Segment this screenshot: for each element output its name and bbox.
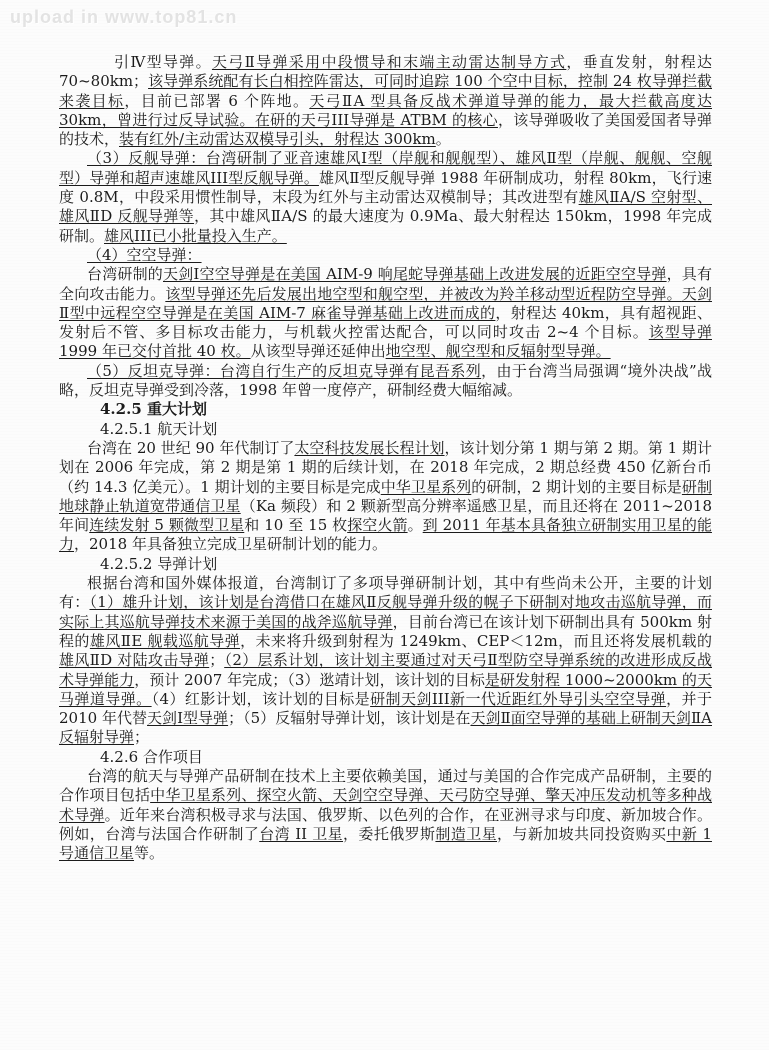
section-heading (59, 400, 712, 419)
paragraph (59, 53, 712, 149)
text-segment: 雄风ⅡE 舰载巡航导弹 (89, 631, 241, 650)
text-segment: ，2018 年具备独立完成卫星研制计划的能力。 (74, 535, 387, 554)
text-segment: ，目前已部署 6 个阵地。 (124, 91, 310, 110)
text-segment: 天弓ⅡA 型具备反战术弹道导弹的能力，最大拦截高度达 30km，曾进行过反导试验。 (59, 91, 712, 129)
text-segment: 台湾研制的 (87, 265, 163, 284)
text-segment: 雄风ⅡA/S 空射型、雄风ⅡD 反舰导弹等 (59, 188, 712, 226)
text-segment: 雄风Ⅱ型反舰导弹 1988 年研制成功，射程 80km，飞行速度 0.8M，中段采用惯性制导，末段为红外与主动雷达双模制导；其改进型有 (59, 168, 712, 207)
text-segment: 。近年来台湾积极寻求与法国、俄罗斯、以色列的合作，在亚洲寻求与印度、新加坡合作。例如，台湾与法国合作研制了 (59, 805, 712, 843)
text-segment: 和 10 至 15 枚 (244, 516, 348, 535)
text-segment: ，其中雄风ⅡA/S 的最大速度为 0.9Ma、最大射程达 150km，1998 年完成研制。 (59, 207, 712, 245)
text-segment: 连续发射 5 颗微型卫星 (89, 516, 245, 535)
text-segment: 4.2.5 重大计划 (100, 400, 207, 419)
text-segment: ，委托俄罗斯 (343, 824, 436, 843)
text-segment: 台湾的航天与导弹产品研制在技术上主要依赖美国，通过与美国的合作完成产品研制，主要的合作项目包括 (59, 766, 712, 805)
paragraph (59, 439, 712, 555)
text-segment: 等。 (134, 844, 165, 863)
text-segment: 该型导弹 1999 年已交付首批 40 枚。 (59, 323, 712, 361)
text-segment: 研制天剑III新一代近距红外导引头空空导弹 (370, 689, 667, 708)
paragraph (59, 149, 712, 245)
text-segment: 中新 1 号通信卫星 (59, 824, 712, 863)
text-segment: 是研发射程 1000~2000km 的天马弹道导弹。 (59, 670, 712, 708)
text-segment: 天剑Ⅰ型导弹 (147, 709, 229, 728)
text-segment: （4）空空导弹： (87, 245, 202, 264)
text-segment: ，由于台湾当局强调“境外决战”战略，反坦克导弹受到冷落，1998 年曾一度停产，研制经费大幅缩减。 (59, 361, 713, 400)
watermark-text: upload in www.top81.cn (10, 7, 238, 27)
text-segment: 4.2.6 合作项目 (100, 747, 203, 766)
paragraph (59, 362, 712, 401)
text-segment: ，并于 2010 年代替 (59, 689, 712, 728)
text-segment: ； (134, 728, 150, 747)
text-segment: 天剑Ⅱ面空导弹的基础上研制天剑ⅡA 反辐射导弹 (59, 709, 712, 747)
paragraph (59, 246, 712, 265)
text-segment: ，与新加坡共同投资购买 (497, 824, 667, 843)
text-segment: （Ka 频段）和 2 颗新型高分辨率遥感卫星，而且还将在 2011~2018 年间 (59, 496, 712, 535)
text-segment: 4.2.5.1 航天计划 (100, 419, 218, 438)
document-body (59, 53, 712, 863)
text-segment: 台湾在 20 世纪 90 年代制订了 (87, 438, 295, 457)
text-segment: 中华卫星系列 (380, 477, 472, 496)
text-segment: 天剑Ⅰ空空导弹是在美国 AIM-9 响尾蛇导弹基础上改进发展的近距空空导弹 (163, 265, 667, 284)
text-segment: 天剑Ⅱ型中远程空空导弹是在美国 AIM-7 麻雀导弹基础上改进而成的 (59, 284, 712, 322)
text-segment: ； (209, 651, 225, 670)
text-segment: 的研制，2 期计划的主要目标是 (471, 477, 682, 496)
text-segment: ，预计 2007 年完成；（3）逖靖计划，该计划的目标 (134, 670, 485, 689)
text-segment: 根据台湾和国外媒体报道，台湾制订了多项导弹研制计划，其中有些尚未公开，主要的计划有： (59, 574, 712, 612)
text-segment: 。 (435, 130, 451, 149)
text-segment: 装有红外/主动雷达双模导引头，射程达 300km (119, 130, 436, 149)
text-segment: 该型导弹还先后发展出地空型和舰空型，并被改为羚羊移动型近程防空导弹。 (165, 284, 682, 303)
text-segment: 探空火箭 (347, 516, 408, 535)
text-segment: 台湾 II 卫星 (259, 824, 344, 843)
text-segment: 。 (407, 516, 423, 535)
text-segment: 在研的天弓III导弹是 ATBM 的核心 (254, 110, 498, 129)
text-segment: ，垂直发射，射程达 70~80km； (59, 53, 712, 91)
text-segment: 雄风ⅡD 对陆攻击导弹 (59, 651, 210, 670)
text-segment: ，目前台湾已在该计划下研制出具有 500km 射程的 (59, 612, 712, 650)
text-segment: ，具有全向攻击能力。 (59, 265, 712, 303)
text-segment: 中华卫星系列、探空火箭、天剑空空导弹、天弓防空导弹、擎天冲压发动机等多种战术导弹 (59, 786, 712, 824)
text-segment: 4.2.5.2 导弹计划 (100, 554, 218, 573)
text-segment: ；（5）反辐射导弹计划，该计划是在 (228, 709, 471, 728)
paragraph (59, 767, 712, 863)
text-segment: （5）反坦克导弹：台湾自行生产的反坦克导弹有昆吾系列 (87, 361, 482, 380)
subsection-heading (59, 555, 712, 574)
text-segment: 研制地球静止轨道宽带通信卫星 (59, 477, 712, 515)
text-segment: （1）雄升计划，该计划是台湾借口在雄风Ⅱ反舰导弹升级的幌子下研制对地攻击巡航导弹，而实际上其巡航导弹技术来源于美国的战斧巡航导弹 (59, 593, 712, 631)
text-segment: 从该型导弹还延伸出 (250, 342, 386, 361)
subsection-heading (59, 420, 712, 439)
text-segment: 天弓Ⅱ导弹采用中段惯导和末端主动雷达制导方式 (211, 53, 567, 71)
text-segment: 该导弹系统配有长白相控阵雷达，可同时追踪 100 个空中目标，控制 24 枚导弹拦截来袭目标 (59, 72, 712, 110)
subsection-heading (59, 748, 712, 767)
text-segment: ，未来将升级到射程为 1249km、CEP＜12m，而且还将发展机载的 (240, 631, 712, 650)
text-segment: 到 2011 年基本具备独立研制实用卫星的能力 (59, 516, 712, 554)
text-segment: ，射程达 40km，具有超视距、发射后不管、多目标攻击能力，与机载火控雷达配合，可以同时攻击 2~4 个目标。 (59, 303, 712, 342)
text-segment: （4）红影计划，该计划的目标是 (151, 689, 371, 708)
text-segment: 制造卫星 (435, 824, 498, 843)
text-segment: 引Ⅳ型导弹。 (114, 53, 212, 71)
text-segment: ，该计划分第 1 期与第 2 期。第 1 期计划在 2006 年完成，第 2 期是第 1 期的后续计划，在 2018 年完成，2 期总经费 450 亿新台币（约 14.3 亿美元）。1 期计划的主要目标是完成 (59, 438, 712, 496)
paragraph (59, 265, 712, 361)
text-segment: 太空科技发展长程计划 (294, 438, 445, 457)
text-segment: ，该导弹吸收了美国爱国者导弹的技术， (59, 110, 712, 149)
text-segment: 地空型、舰空型和反辐射型导弹。 (385, 342, 611, 361)
text-segment: （2）层系计划，该计划主要通过对天弓Ⅱ型防空导弹系统的改进形成反战术导弹能力 (59, 651, 712, 689)
text-segment: 雄风III已小批量投入生产。 (104, 226, 287, 245)
text-segment: （3）反舰导弹：台湾研制了亚音速雄风Ⅰ型（岸舰和舰舰型）、雄风Ⅱ型（岸舰、舰舰、空舰型）导弹和超声速雄风III型反舰导弹。 (59, 149, 712, 187)
paragraph (59, 574, 712, 748)
